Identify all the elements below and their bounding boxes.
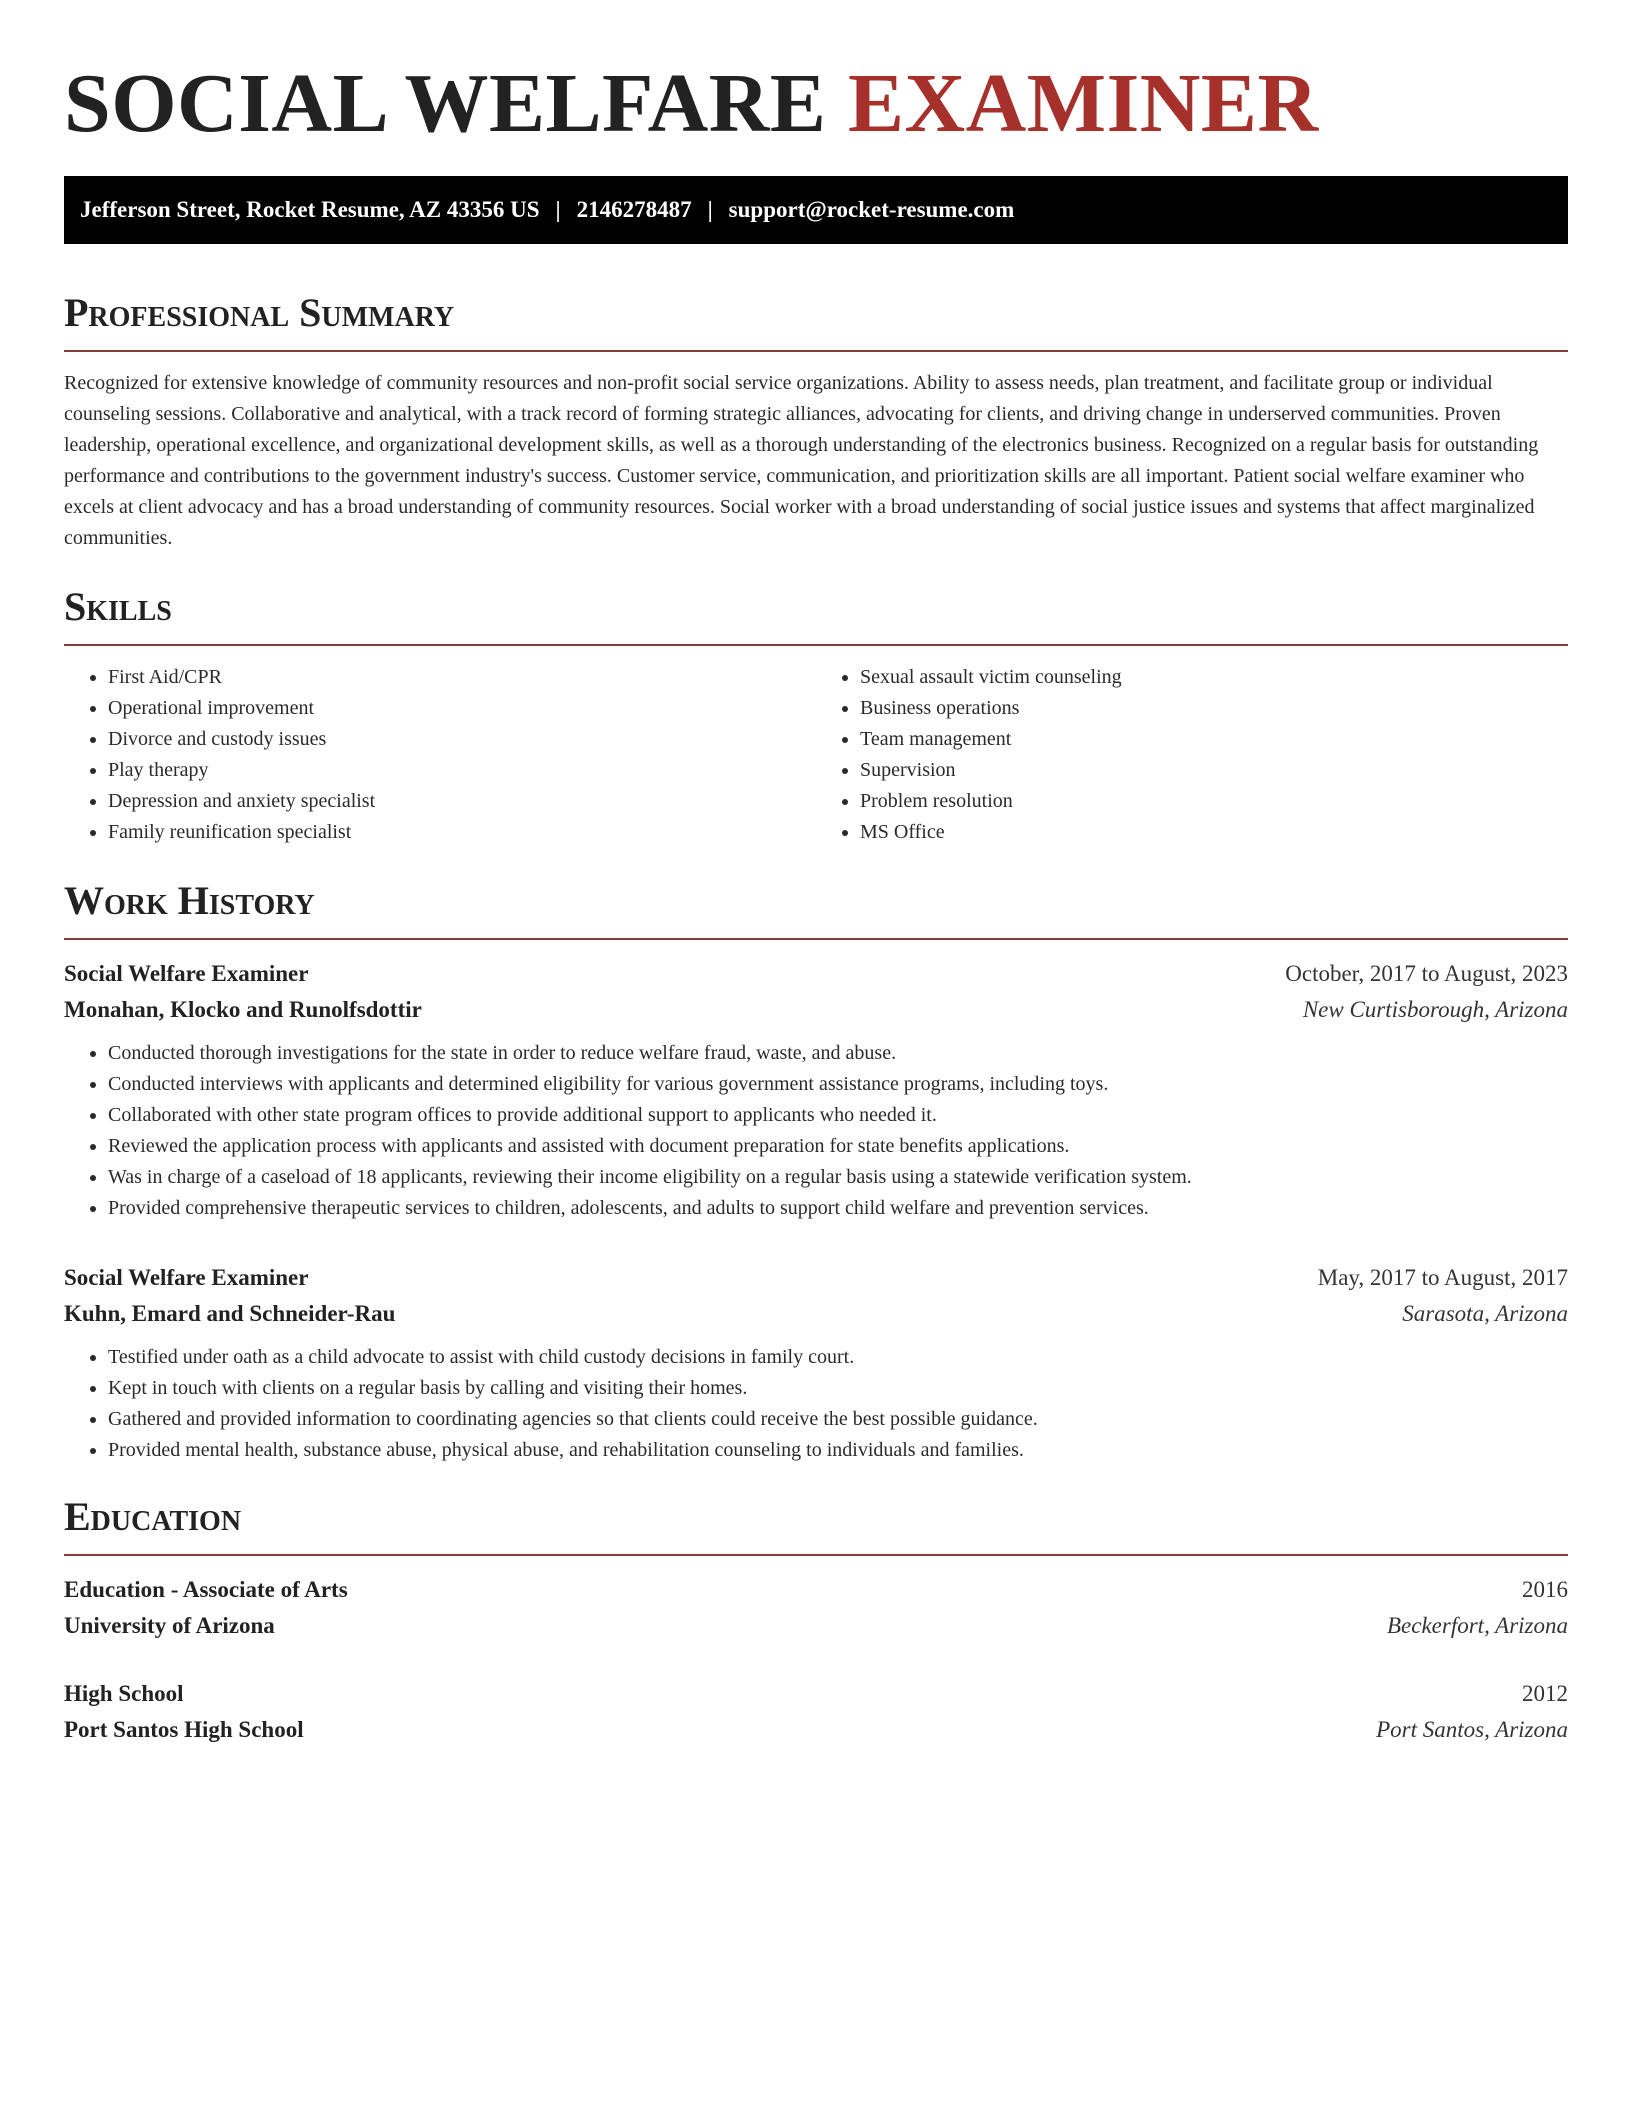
job-location: New Curtisborough, Arizona [1302, 997, 1568, 1022]
job-title: Social Welfare Examiner [64, 961, 309, 986]
section-title-education: Education [64, 1494, 242, 1539]
duty-item: • Collaborated with other state program offices to provide additional support to applicants who needed it. [108, 1100, 1568, 1131]
section-title-skills: Skills [64, 584, 172, 629]
contact-separator: | [707, 197, 713, 222]
duty-item: • Gathered and provided information to coordinating agencies so that clients could receive the best possible guidance. [108, 1404, 1568, 1435]
contact-bar [64, 176, 1568, 244]
name-main: SOCIAL WELFARE [64, 57, 827, 150]
contact-phone: 2146278487 [576, 197, 692, 222]
duty-item: • Conducted thorough investigations for the state in order to reduce welfare fraud, waste, and abuse. [108, 1038, 1568, 1069]
summary-section [64, 288, 1568, 554]
skills-section [64, 582, 1568, 848]
summary-text: Recognized for extensive knowledge of community resources and non-profit social service organizations. Ability to assess needs, plan treatment, and facilitate group or individual counseling sessions. Collaborative and analytical, with a track record of forming strategic alliances, advocating for clients, and driving change in underserved communities. Proven leadership, operational excellence, and organizational development skills, as well as a thorough understanding of the electronics business. Recognized on a regular basis for outstanding performance and contributions to the government industry's success. Customer service, communication, and prioritization skills are all important. Patient social welfare examiner who excels at client advocacy and has a broad understanding of community resources. Social worker with a broad understanding of social justice issues and systems that affect marginalized communities. [64, 372, 1539, 549]
duty-item: • Reviewed the application process with applicants and assisted with document preparation for state benefits applications. [108, 1131, 1568, 1162]
resume-name [64, 56, 1568, 152]
education-subheader [64, 1712, 1568, 1748]
skills-column-left [64, 662, 816, 848]
skill-item: • First Aid/CPR [108, 662, 816, 693]
skill-item: • MS Office [860, 817, 1568, 848]
skill-item: • Family reunification specialist [108, 817, 816, 848]
duty-item: • Was in charge of a caseload of 18 applicants, reviewing their income eligibility on a regular basis using a statewide verification system. [108, 1162, 1568, 1193]
education-degree: Education - Associate of Arts [64, 1577, 348, 1602]
skill-item: • Sexual assault victim counseling [860, 662, 1568, 693]
section-title-summary: Professional Summary [64, 290, 455, 335]
job-company: Kuhn, Emard and Schneider-Rau [64, 1301, 396, 1326]
education-location: Port Santos, Arizona [1376, 1717, 1568, 1742]
education-subheader [64, 1608, 1568, 1644]
education-school: Port Santos High School [64, 1717, 304, 1742]
job-subheader [64, 1296, 1568, 1332]
skill-item: • Business operations [860, 693, 1568, 724]
section-divider [64, 350, 1568, 352]
duty-item: • Testified under oath as a child advocate to assist with child custody decisions in family court. [108, 1342, 1568, 1373]
skills-list [64, 662, 1568, 848]
job-subheader [64, 992, 1568, 1028]
skill-item: • Play therapy [108, 755, 816, 786]
education-location: Beckerfort, Arizona [1387, 1613, 1568, 1638]
duty-item: • Provided comprehensive therapeutic services to children, adolescents, and adults to support child welfare and prevention services. [108, 1193, 1568, 1224]
skill-item: • Operational improvement [108, 693, 816, 724]
education-degree: High School [64, 1681, 184, 1706]
skill-item: • Team management [860, 724, 1568, 755]
section-title-work: Work History [64, 878, 315, 923]
job-location: Sarasota, Arizona [1402, 1301, 1568, 1326]
job-duties [64, 1342, 1568, 1466]
contact-address: Jefferson Street, Rocket Resume, AZ 43356 US [80, 197, 540, 222]
name-accent: EXAMINER [847, 57, 1319, 150]
contact-email: support@rocket-resume.com [728, 197, 1015, 222]
education-entry [64, 1676, 1568, 1748]
job-dates: October, 2017 to August, 2023 [1285, 961, 1568, 986]
job-title: Social Welfare Examiner [64, 1265, 309, 1290]
education-year: 2012 [1522, 1681, 1568, 1706]
duty-item: • Conducted interviews with applicants and determined eligibility for various government assistance programs, including toys. [108, 1069, 1568, 1100]
job-company: Monahan, Klocko and Runolfsdottir [64, 997, 422, 1022]
duty-item: • Provided mental health, substance abuse, physical abuse, and rehabilitation counseling to individuals and families. [108, 1435, 1568, 1466]
skill-item: • Depression and anxiety specialist [108, 786, 816, 817]
skill-item: • Problem resolution [860, 786, 1568, 817]
contact-separator: | [555, 197, 561, 222]
section-divider [64, 938, 1568, 940]
section-divider [64, 644, 1568, 646]
education-header [64, 1572, 1568, 1608]
education-entry [64, 1572, 1568, 1644]
job-duties [64, 1038, 1568, 1224]
job-header [64, 1260, 1568, 1296]
work-section [64, 876, 1568, 1466]
skill-item: • Divorce and custody issues [108, 724, 816, 755]
resume-page [64, 0, 1568, 1748]
duty-item: • Kept in touch with clients on a regular basis by calling and visiting their homes. [108, 1373, 1568, 1404]
job-header [64, 956, 1568, 992]
job-entry [64, 1260, 1568, 1466]
education-header [64, 1676, 1568, 1712]
section-divider [64, 1554, 1568, 1556]
job-entry [64, 956, 1568, 1224]
education-school: University of Arizona [64, 1613, 275, 1638]
skills-column-right [816, 662, 1568, 848]
job-dates: May, 2017 to August, 2017 [1317, 1265, 1568, 1290]
education-section [64, 1492, 1568, 1748]
education-year: 2016 [1522, 1577, 1568, 1602]
skill-item: • Supervision [860, 755, 1568, 786]
